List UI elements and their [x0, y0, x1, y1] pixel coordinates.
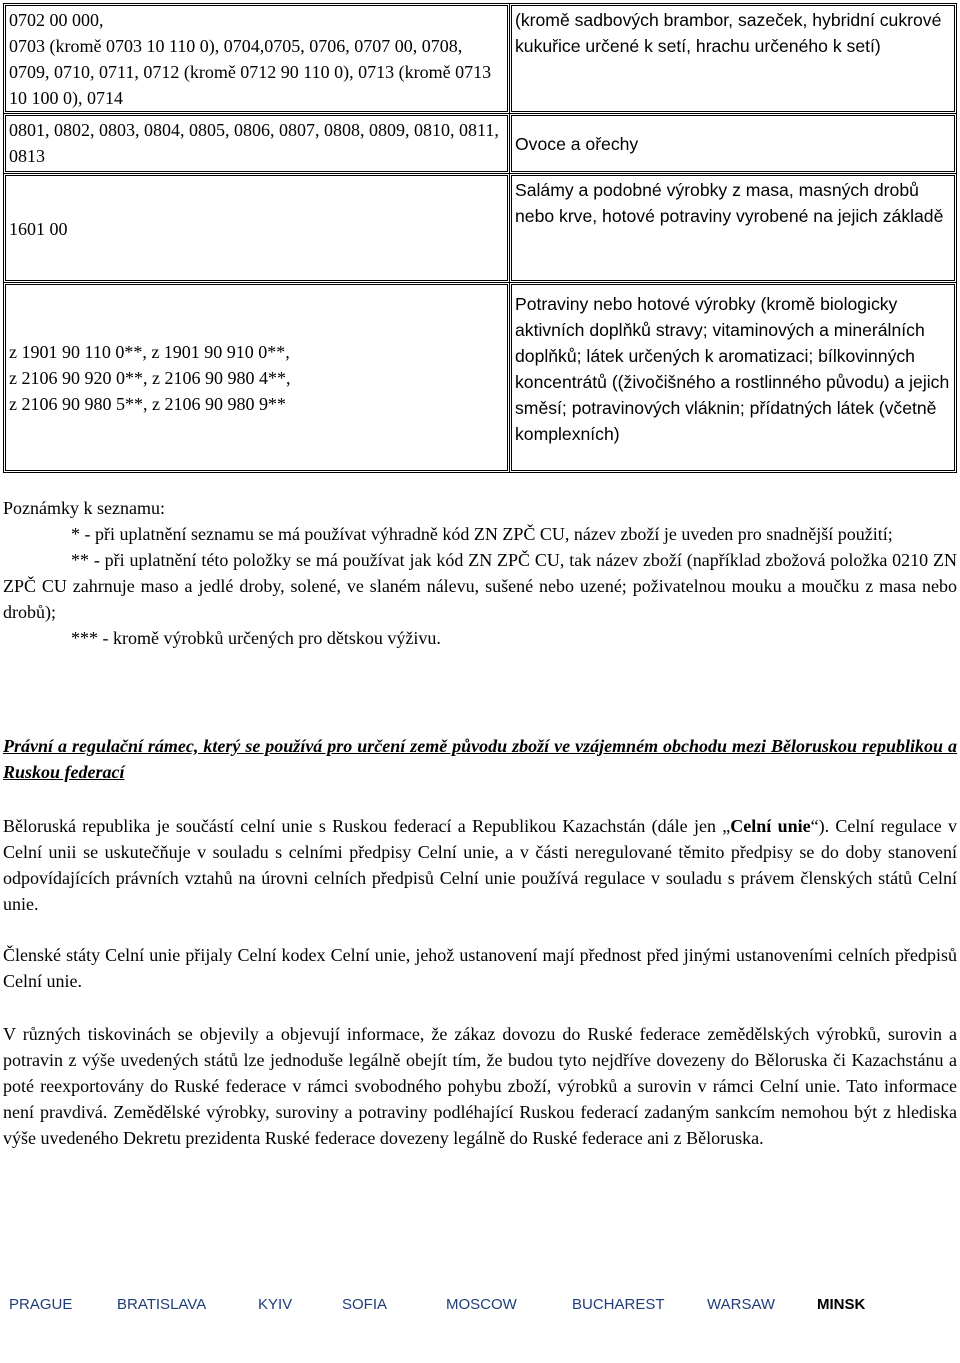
note-item: * - při uplatnění seznamu se má používat výhradně kód ZN ZPČ CU, název zboží je uveden pro snadnější použití; [71, 524, 893, 544]
paragraph-text: “). Celní regulace v Celní unii se uskutečňuje v souladu s celními předpisy Celní unie, a v části neregulované těmito předpisy se do doby stanovení odpovídajících právních vztahů na úrovni celních předpisů Celní unie používá regulace v souladu s právem členských států Celní unie. [3, 816, 958, 914]
footer-link-warsaw[interactable]: WARSAW [707, 1296, 776, 1313]
description-cell [510, 4, 957, 114]
table-row [4, 174, 957, 283]
description-cell [510, 283, 957, 473]
code-text: z 1901 90 110 0**, z 1901 90 910 0**, z 2106 90 920 0**, z 2106 90 980 4**, z 2106 90 980 5**, z 2106 90 980 9** [9, 342, 291, 414]
description-text: Potraviny nebo hotové výrobky (kromě biologicky aktivních doplňků stravy; vitaminových a minerálních doplňků; látek určených k aromatizaci; bílkovinných koncentrátů ((živočišného a rostlinného původu) a jejich směsí; potravinových vláknin; přídatných látek (včetně komplexních) [515, 294, 950, 444]
code-cell [4, 114, 510, 174]
footer-link-prague[interactable]: PRAGUE [9, 1296, 73, 1313]
table-row [4, 283, 957, 473]
code-text: 0702 00 000, 0703 (kromě 0703 10 110 0), 0704,0705, 0706, 0707 00, 0708, 0709, 0710, 0711, 0712 (kromě 0712 90 110 0), 0713 (kromě 0713 10 100 0), 0714 [9, 10, 492, 108]
note-item: ** - při uplatnění této položky se má používat jak kód ZN ZPČ CU, tak název zboží (například zbožová položka 0210 ZN ZPČ CU zahrnuje maso a jedlé droby, solené, ve slaném nálevu, sušené nebo uzené; poživatelnou mouku a moučku z masa nebo drobů); [3, 550, 957, 622]
description-cell [510, 114, 957, 174]
paragraph-text: Běloruská republika je součástí celní unie s Ruskou federací a Republikou Kazachstán (dále jen „ [3, 816, 731, 836]
paragraph: Členské státy Celní unie přijaly Celní kodex Celní unie, jehož ustanovení mají přednost před jinými ustanoveními celních předpisů Celní unie. [3, 945, 957, 991]
paragraph [3, 813, 957, 917]
footer-link-bucharest[interactable]: BUCHAREST [572, 1296, 665, 1313]
footer-link-minsk[interactable]: MINSK [817, 1296, 866, 1313]
code-text: 0801, 0802, 0803, 0804, 0805, 0806, 0807, 0808, 0809, 0810, 0811, 0813 [9, 120, 499, 166]
table-row [4, 114, 957, 174]
code-cell [4, 4, 510, 114]
description-cell [510, 174, 957, 283]
paragraph: V různých tiskovinách se objevily a objevují informace, že zákaz dovozu do Ruské federace zemědělských výrobků, surovin a potravin z výše uvedených států lze jednoduše legálně obejít tím, že budou tyto nejdříve dovezeny do Běloruska či Kazachstánu a poté reexportovány do Ruské federace v rámci svobodného pohybu zboží, výrobků a surovin v rámci Celní unie. Tato informace není pravdivá. Zemědělské výrobky, suroviny a potraviny podléhající Ruskou federací zadaným sankcím nemohou být z hlediska výše uvedeného Dekretu prezidenta Ruské federace dovezeny legálně do Ruské federace ani z Běloruska. [3, 1024, 957, 1148]
office-links-footer [0, 1292, 960, 1318]
notes-title: Poznámky k seznamu: [3, 498, 165, 518]
footer-link-kyiv[interactable]: KYIV [258, 1296, 293, 1313]
code-cell [4, 174, 510, 283]
code-cell [4, 283, 510, 473]
footer-link-sofia[interactable]: SOFIA [342, 1296, 388, 1313]
section-heading: Právní a regulační rámec, který se používá pro určení země původu zboží ve vzájemném obchodu mezi Běloruskou republikou a Ruskou federací [3, 736, 957, 782]
notes-section [3, 495, 957, 651]
table-row [4, 4, 957, 114]
footer-link-moscow[interactable]: MOSCOW [446, 1296, 517, 1313]
note-item: *** - kromě výrobků určených pro dětskou výživu. [71, 628, 441, 648]
description-text: (kromě sadbových brambor, sazeček, hybridní cukrové kukuřice určené k setí, hrachu určeného k setí) [515, 10, 942, 56]
defined-term: Celní unie [730, 816, 811, 836]
description-text: Ovoce a ořechy [515, 134, 639, 154]
product-codes-table [3, 3, 957, 473]
code-text: 1601 00 [9, 218, 68, 239]
footer-link-bratislava[interactable]: BRATISLAVA [117, 1296, 207, 1313]
description-text: Salámy a podobné výrobky z masa, masných drobů nebo krve, hotové potraviny vyrobené na jejich základě [515, 180, 944, 226]
